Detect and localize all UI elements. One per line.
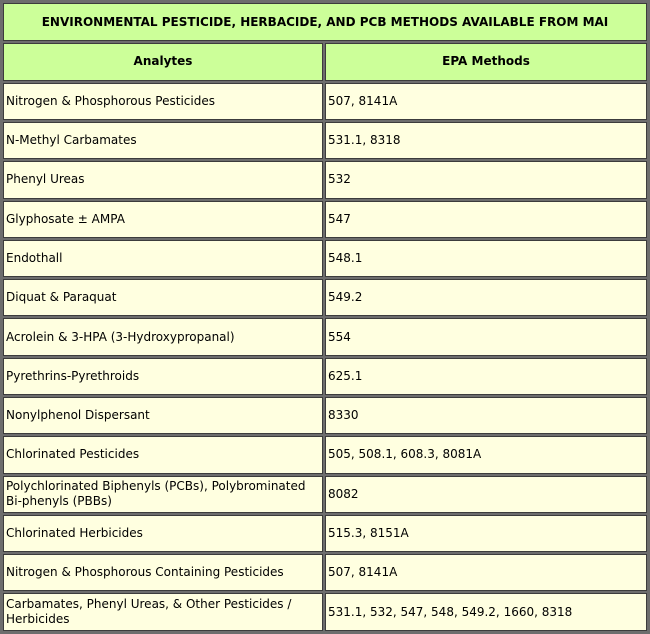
analyte-cell: Chlorinated Pesticides (3, 436, 323, 473)
column-header-epa-methods: EPA Methods (325, 43, 647, 80)
methods-cell: 547 (325, 201, 647, 238)
methods-cell: 8082 (325, 476, 647, 513)
methods-cell: 531.1, 532, 547, 548, 549.2, 1660, 8318 (325, 593, 647, 631)
methods-cell: 548.1 (325, 240, 647, 277)
analyte-cell: Nonylphenol Dispersant (3, 397, 323, 434)
table-row (3, 318, 647, 355)
analyte-cell: Nitrogen & Phosphorous Pesticides (3, 83, 323, 120)
methods-cell: 554 (325, 318, 647, 355)
analyte-cell: N-Methyl Carbamates (3, 122, 323, 159)
analyte-cell: Diquat & Paraquat (3, 279, 323, 316)
table-header-row (3, 43, 647, 80)
table-title-row (3, 3, 647, 41)
methods-cell: 625.1 (325, 358, 647, 395)
methods-cell: 505, 508.1, 608.3, 8081A (325, 436, 647, 473)
column-header-analytes: Analytes (3, 43, 323, 80)
table-row (3, 593, 647, 631)
table-row (3, 201, 647, 238)
table-row (3, 161, 647, 198)
analyte-cell: Glyphosate ± AMPA (3, 201, 323, 238)
table-row (3, 476, 647, 513)
analyte-cell: Nitrogen & Phosphorous Containing Pesticides (3, 554, 323, 591)
analyte-cell: Acrolein & 3-HPA (3-Hydroxypropanal) (3, 318, 323, 355)
methods-cell: 507, 8141A (325, 554, 647, 591)
methods-cell: 507, 8141A (325, 83, 647, 120)
analyte-cell: Carbamates, Phenyl Ureas, & Other Pesticides / Herbicides (3, 593, 323, 631)
analyte-cell: Chlorinated Herbicides (3, 515, 323, 552)
methods-cell: 515.3, 8151A (325, 515, 647, 552)
methods-cell: 8330 (325, 397, 647, 434)
table-row (3, 122, 647, 159)
analyte-cell: Phenyl Ureas (3, 161, 323, 198)
methods-cell: 549.2 (325, 279, 647, 316)
analyte-cell: Polychlorinated Biphenyls (PCBs), Polybrominated Bi-phenyls (PBBs) (3, 476, 323, 513)
table-row (3, 279, 647, 316)
table-row (3, 436, 647, 473)
analyte-cell: Pyrethrins-Pyrethroids (3, 358, 323, 395)
table-row (3, 554, 647, 591)
methods-cell: 532 (325, 161, 647, 198)
methods-table (1, 1, 649, 633)
methods-cell: 531.1, 8318 (325, 122, 647, 159)
table-row (3, 397, 647, 434)
table-row (3, 515, 647, 552)
table-row (3, 358, 647, 395)
table-row (3, 83, 647, 120)
analyte-cell: Endothall (3, 240, 323, 277)
table-row (3, 240, 647, 277)
table-title: ENVIRONMENTAL PESTICIDE, HERBACIDE, AND PCB METHODS AVAILABLE FROM MAI (3, 3, 647, 41)
